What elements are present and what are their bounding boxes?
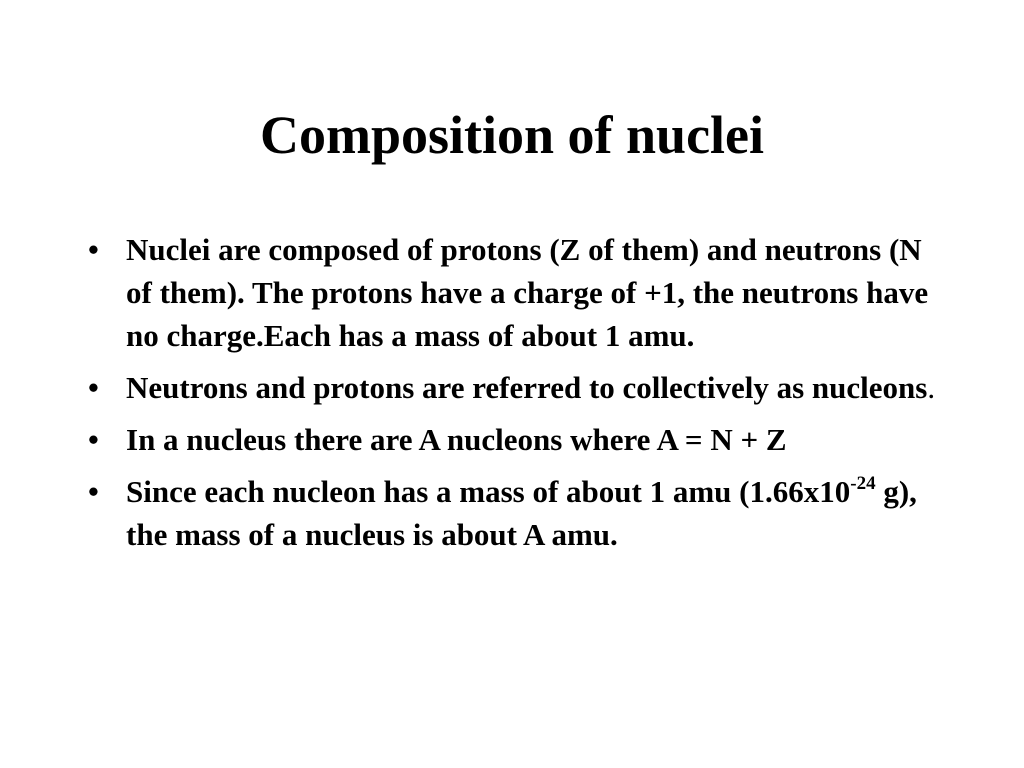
bullet-text-period: . [927,370,936,405]
bullet-marker: • [88,370,99,405]
bullet-item-protons-neutrons [88,228,948,357]
bullet-item-mass-number [88,418,948,461]
bullet-marker: • [88,232,99,267]
bullet-text-main: Neutrons and protons are referred to collectively as nucleons [126,370,928,405]
bullet-item-nucleus-mass [88,470,948,556]
bullet-marker: • [88,474,99,509]
bullet-marker: • [88,422,99,457]
slide-title: Composition of nuclei [259,105,765,165]
bullet-list [88,228,948,565]
bullet-text [126,366,948,409]
bullet-text-after: g), the mass of a nucleus is about A amu. [126,474,917,552]
bullet-item-nucleons [88,366,948,409]
exponent-superscript: -24 [850,472,876,494]
bullet-text: In a nucleus there are A nucleons where A = N + Z [126,422,787,457]
bullet-text: Nuclei are composed of protons (Z of them) and neutrons (N of them). The protons have a charge of +1, the neutrons have no charge.Each has a mass of about 1 amu. [126,232,929,353]
bullet-text [126,470,948,556]
bullet-text-before: Since each nucleon has a mass of about 1 amu (1.66x10 [126,474,851,509]
